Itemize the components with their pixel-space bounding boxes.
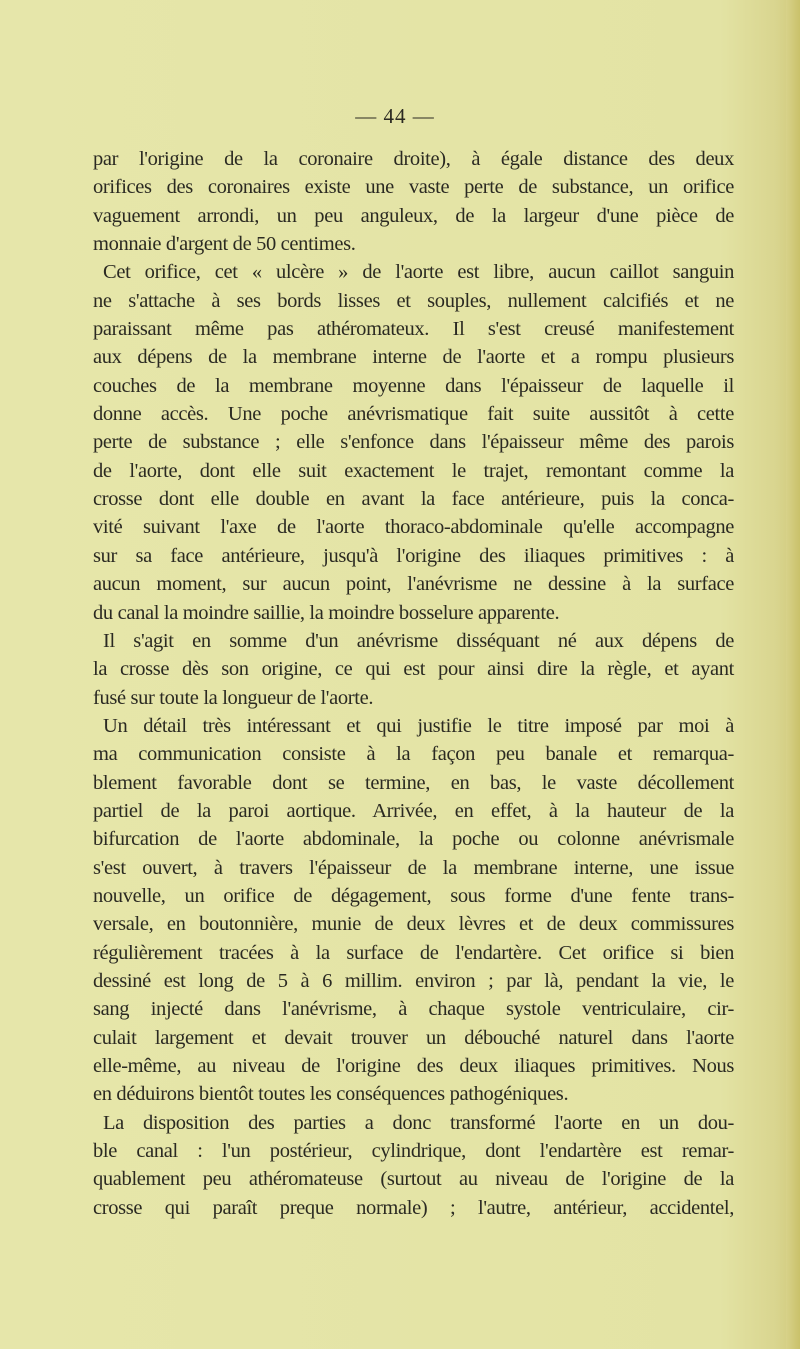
- text-line: Il s'agit en somme d'un anévrisme disséquant né aux dépens de: [103, 629, 734, 652]
- text-line: dessiné est long de 5 à 6 millim. environ ; par là, pendant la vie, le: [93, 969, 734, 992]
- text-line: culait largement et devait trouver un débouché naturel dans l'aorte: [93, 1026, 734, 1049]
- text-line: en déduirons bientôt toutes les conséquences pathogéniques.: [93, 1083, 569, 1106]
- text-line: la crosse dès son origine, ce qui est pour ainsi dire la règle, et ayant: [93, 658, 734, 681]
- text-line: fusé sur toute la longueur de l'aorte.: [93, 686, 374, 709]
- text-line: elle-même, au niveau de l'origine des deux iliaques primitives. Nous: [93, 1055, 734, 1077]
- text-line: couches de la membrane moyenne dans l'épaisseur de laquelle il: [93, 374, 734, 397]
- text-line: aux dépens de la membrane interne de l'aorte et a rompu plusieurs: [93, 346, 734, 369]
- text-line: aucun moment, sur aucun point, l'anévrisme ne dessine à la surface: [93, 573, 734, 596]
- text-line: vité suivant l'axe de l'aorte thoraco-abdominale qu'elle accompagne: [93, 516, 734, 539]
- text-line: quablement peu athéromateuse (surtout au niveau de l'origine de la: [93, 1168, 734, 1191]
- text-line: nouvelle, un orifice de dégagement, sous forme d'une fente trans-: [93, 884, 734, 907]
- text-line: ble canal : l'un postérieur, cylindrique, dont l'endartère est remar-: [93, 1140, 734, 1163]
- text-line: s'est ouvert, à travers l'épaisseur de la membrane interne, une issue: [93, 856, 734, 879]
- text-line: ma communication consiste à la façon peu banale et remarqua-: [93, 743, 734, 766]
- text-line: blement favorable dont se termine, en bas, le vaste décollement: [93, 771, 734, 794]
- text-line: perte de substance ; elle s'enfonce dans l'épaisseur même des parois: [93, 431, 734, 454]
- text-line: Un détail très intéressant et qui justifie le titre imposé par moi à: [103, 714, 734, 737]
- text-line: par l'origine de la coronaire droite), à égale distance des deux: [93, 148, 734, 170]
- text-line: Cet orifice, cet « ulcère » de l'aorte est libre, aucun caillot sanguin: [103, 261, 734, 284]
- page-number: — 44 —: [355, 104, 435, 128]
- text-line: partiel de la paroi aortique. Arrivée, en effet, à la hauteur de la: [93, 799, 734, 822]
- body-text: [93, 145, 734, 1222]
- text-line: orifices des coronaires existe une vaste perte de substance, un orifice: [93, 176, 734, 199]
- text-line: crosse qui paraît preque normale) ; l'autre, antérieur, accidentel,: [93, 1196, 734, 1219]
- page-edge-shadow: [786, 0, 800, 1349]
- text-line: sang injecté dans l'anévrisme, à chaque systole ventriculaire, cir-: [93, 998, 734, 1021]
- text-line: donne accès. Une poche anévrismatique fait suite aussitôt à cette: [93, 403, 734, 426]
- text-line: crosse dont elle double en avant la face antérieure, puis la conca-: [93, 488, 734, 511]
- text-line: monnaie d'argent de 50 centimes.: [93, 233, 356, 256]
- text-line: régulièrement tracées à la surface de l'endartère. Cet orifice si bien: [93, 941, 734, 964]
- text-line: versale, en boutonnière, munie de deux lèvres et de deux commissures: [93, 913, 734, 936]
- text-line: bifurcation de l'aorte abdominale, la poche ou colonne anévrismale: [93, 828, 734, 851]
- text-line: paraissant même pas athéromateux. Il s'est creusé manifestement: [93, 318, 734, 341]
- text-line: sur sa face antérieure, jusqu'à l'origine des iliaques primitives : à: [93, 544, 734, 567]
- text-line: de l'aorte, dont elle suit exactement le trajet, remontant comme la: [93, 459, 734, 482]
- text-line: vaguement arrondi, un peu anguleux, de la largeur d'une pièce de: [93, 204, 734, 227]
- text-line: ne s'attache à ses bords lisses et souples, nullement calcifiés et ne: [93, 289, 734, 312]
- text-line: La disposition des parties a donc transformé l'aorte en un dou-: [103, 1111, 734, 1134]
- text-line: du canal la moindre saillie, la moindre bosselure apparente.: [93, 601, 560, 624]
